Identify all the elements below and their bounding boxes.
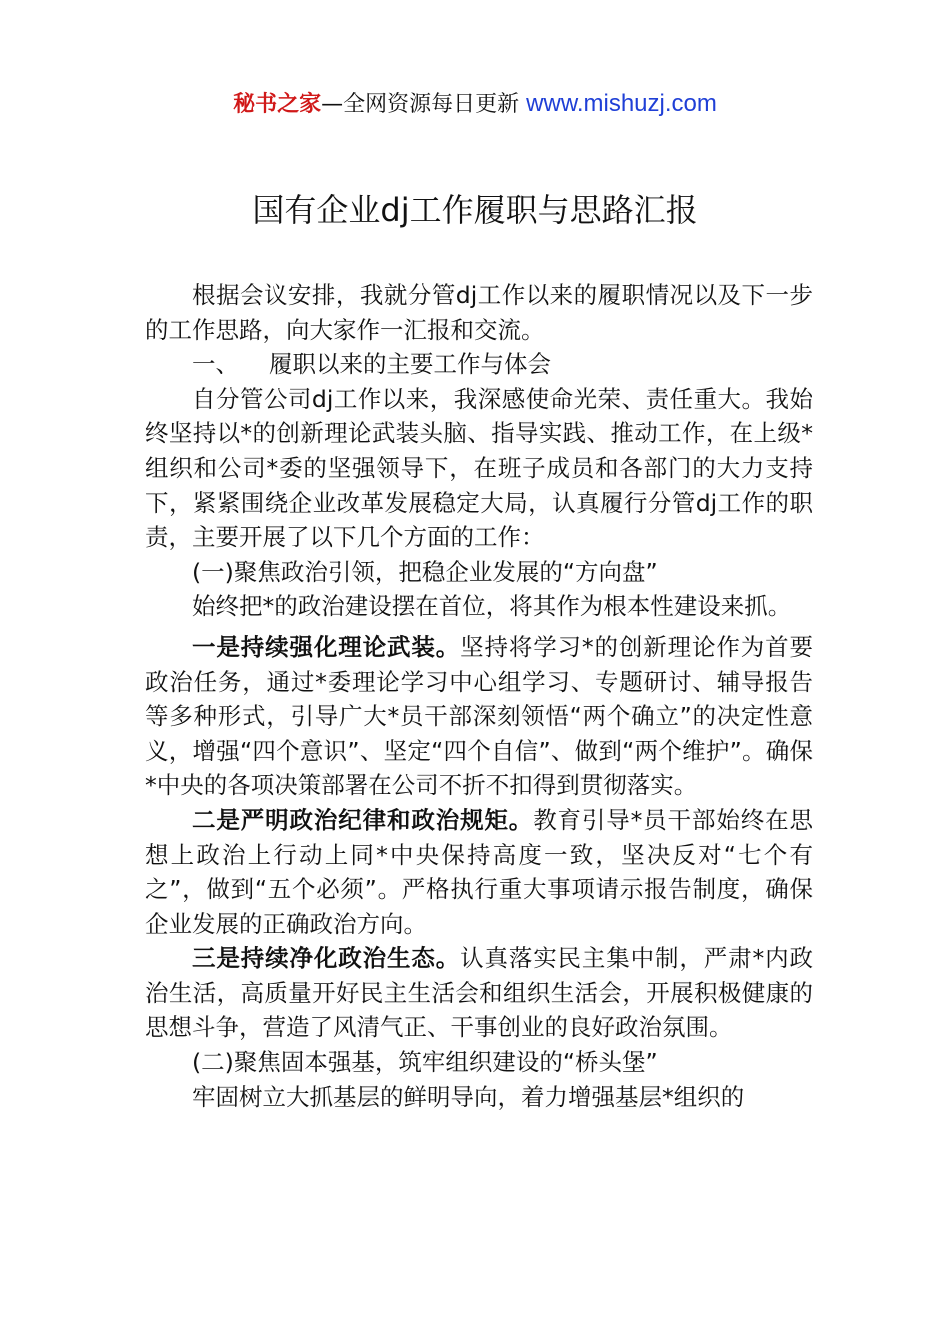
section-number: 一、 bbox=[192, 350, 239, 379]
section-1-paragraph: 自分管公司dj工作以来，我深感使命光荣、责任重大。我始终坚持以*的创新理论武装头脑、指导实践、推动工作，在上级*组织和公司*委的坚强领导下，在班子成员和各部门的大力支持下，紧紧围绕企业改革发展稳定大局，认真履行分管dj工作的职责，主要开展了以下几个方面的工作： bbox=[145, 384, 813, 552]
section-title: 履职以来的主要工作与体会 bbox=[269, 350, 551, 379]
item-2-paragraph bbox=[145, 803, 813, 941]
item-1-paragraph bbox=[145, 630, 813, 803]
header-tagline: —全网资源每日更新 bbox=[321, 92, 520, 117]
item-2-text: 教育引导*员干部始终在思想上政治上行动上同*中央保持高度一致，坚决反对“七个有之”，做到“五个必须”。严格执行重大事项请示报告制度，确保企业发展的正确政治方向。 bbox=[145, 805, 814, 938]
subsection-1-intro: 始终把*的政治建设摆在首位，将其作为根本性建设来抓。 bbox=[192, 592, 792, 621]
item-3-paragraph bbox=[145, 941, 813, 1045]
item-2-lead: 二是严明政治纪律和政治规矩。 bbox=[192, 805, 534, 834]
site-url-link[interactable]: www.mishuzj.com bbox=[526, 90, 717, 117]
subsection-2-intro: 牢固树立大抓基层的鲜明导向，着力增强基层*组织的 bbox=[192, 1082, 745, 1111]
item-3-lead: 三是持续净化政治生态。 bbox=[192, 944, 461, 973]
item-1-lead: 一是持续强化理论武装。 bbox=[192, 632, 461, 661]
document-body bbox=[145, 278, 813, 1114]
document-title: 国有企业dj工作履职与思路汇报 bbox=[252, 191, 698, 229]
item-3-text: 认真落实民主集中制，严肃*内政治生活，高质量开好民主生活会和组织生活会，开展积极健康的思想斗争，营造了风清气正、干事创业的良好政治氛围。 bbox=[145, 944, 814, 1042]
subsection-heading-1: (一)聚焦政治引领，把稳企业发展的“方向盘” bbox=[192, 557, 658, 586]
site-header bbox=[0, 88, 950, 121]
subsection-heading-2: (二)聚焦固本强基，筑牢组织建设的“桥头堡” bbox=[192, 1048, 658, 1077]
brand-name: 秘书之家 bbox=[233, 92, 322, 117]
intro-paragraph: 根据会议安排，我就分管dj工作以来的履职情况以及下一步的工作思路，向大家作一汇报和交流。 bbox=[145, 281, 813, 344]
section-heading-1 bbox=[145, 347, 813, 382]
item-1-text: 坚持将学习*的创新理论作为首要政治任务，通过*委理论学习中心组学习、专题研讨、辅导报告等多种形式，引导广大*员干部深刻领悟“两个确立”的决定性意义，增强“四个意识”、坚定“四个自信”、做到“两个维护”。确保*中央的各项决策部署在公司不折不扣得到贯彻落实。 bbox=[145, 632, 814, 800]
